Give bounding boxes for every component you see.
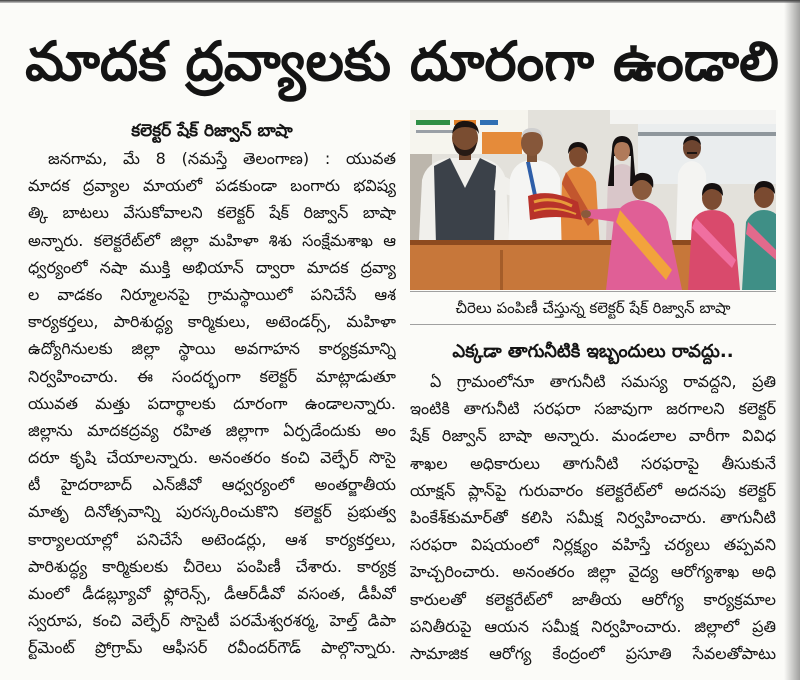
article-line: అన్నారు. కలెక్టరేట్‌లో జిల్లా మహిళా శిశు సంక్షేమశాఖ ఆ (28, 230, 396, 250)
article-line: నిర్వహించారు. ఈ సందర్భంగా కలెక్టర్ మాట్లాడుతూ (28, 366, 396, 386)
article-line: షేక్ రిజ్వాన్ బాషా అన్నారు. మండలాల వారీగా వివిధ (410, 426, 776, 446)
article-line: జిల్లాను మాదకద్రవ్య రహిత జిల్లాగా ఏర్పడేందుకు అం (28, 420, 396, 440)
article-line: సరఫరా విషయంలో నిర్లక్ష్యం వహిస్తే చర్యలు తప్పవని (410, 535, 776, 555)
article-main-body (28, 145, 396, 662)
article-line: దరూ కృషి చేయాలన్నారు. అనంతరం కంచి వెల్ఫేర్ సొసై (28, 448, 396, 468)
article-line: ఇంటికి తాగునీటి సరఫరా సజావుగా జరగాలని కలెక్టర్ (410, 399, 776, 419)
article-line: ధ్వర్యంలో నషా ముక్తి అభియాన్ ద్వారా మాదక ద్రవ్యా (28, 257, 396, 277)
ceiling-light (610, 110, 776, 124)
article-line: కార్యాలయాల్లో పనిచేసే అటెండర్లు, ఆశ కార్యకర్తలు, (28, 529, 396, 549)
article-line: యువత మత్తు పదార్థాలకు దూరంగా ఉండాలన్నారు. (28, 393, 396, 413)
article-line: ర్ట్‌మెంట్ ప్రోగ్రామ్ ఆఫీసర్ రవీందర్‌గౌడ్ పాల్గొన్నారు. (28, 638, 396, 658)
headline: మాదక ద్రవ్యాలకు దూరంగా ఉండాలి (25, 30, 779, 93)
article-line: హెచ్చరించారు. అనంతరం జిల్లా వైద్య ఆరోగ్యశాఖ అధి (410, 562, 776, 582)
article-line: పింకేశ్‌కుమార్‌తో కలిసి సమీక్ష నిర్వహించారు. తాగునీటి (410, 507, 776, 527)
head (614, 141, 630, 161)
article-line: కార్యకర్తలు, పారిశుద్ధ్య కార్మికులు, అటెండర్స్, మహిళా (28, 312, 396, 332)
scan-right-edge-shadow (784, 0, 800, 680)
photo-caption: చీరెలు పంపిణీ చేస్తున్న కలెక్టర్ షేక్ రిజ్వాన్ బాషా (410, 291, 776, 325)
article-line: మంలో డీడబ్ల్యూవో ఫ్లోరెన్స్, డీఆర్‌డీవో వసంత, డీపీవో (28, 584, 396, 603)
article-line: ఏ గ్రామంలోనూ తాగునీటి సమస్య రావద్దని, ప్రతి (430, 372, 776, 391)
article-line: మాదక ద్రవ్యాల మాయలో పడకుండా బంగారు భవిష్య (28, 176, 396, 196)
article-water-headline: ఎక్కడా తాగునీటికి ఇబ్బందులు రావద్దు.. (452, 341, 734, 362)
hand (581, 210, 591, 218)
mustache (687, 152, 697, 154)
desk-panel-line (500, 250, 503, 290)
banner-stripe (416, 120, 450, 125)
article-line: స్వరూప, కంచి వెల్ఫేర్ సొసైటీ పరమేశ్వరశర్మ, హెల్త్ డిపా (28, 611, 396, 631)
article-line: శాఖల అధికారులు తాగునీటి సరఫరాపై తీసుకునే (410, 453, 776, 473)
banner-portrait (482, 132, 522, 154)
board-frame (638, 132, 776, 136)
article-water-body (410, 368, 776, 667)
article-line: పారిశుద్ధ్య కార్మికులకు చీరెలు పంపిణీ చేశారు. కార్యక్ర (28, 556, 396, 576)
photo-illustration (410, 110, 776, 290)
article-line: మాతృ దినోత్సవాన్ని పురస్కరించుకొని కలెక్టర్ ప్రభుత్వ (28, 502, 396, 522)
article-line: త్కి బాటలు వేసుకోవాలని కలెక్టర్ షేక్ రిజ్వాన్ బాషా (28, 203, 396, 223)
article-line: ల వాడకం నిర్మూలనపై గ్రామస్థాయిలో పనిచేసే ఆశ (28, 284, 396, 304)
scan-top-edge (0, 0, 800, 3)
article-line: జనగామ, మే 8 (నమస్తే తెలంగాణ) : యువత (48, 149, 396, 168)
banner-stripe (480, 120, 498, 125)
article-line: యాక్షన్ ప్లాన్‌పై గురువారం కలెక్టరేట్‌లో అదనపు కలెక్టర్ (410, 480, 776, 500)
article-line: ఉద్యోగినులకు జిల్లా స్థాయి అవగాహన కార్యక్రమాన్ని (28, 339, 396, 359)
article-line: పనితీరుపై ఆయన సమీక్ష నిర్వహించారు. జిల్లాలో ప్రతి (410, 616, 776, 636)
article-line: టీ హైదరాబాద్ ఎన్‌జీవో ఆధ్వర్యంలో అంతర్జాతీయ (28, 475, 396, 495)
news-photo (410, 110, 776, 290)
article-line: కారులతో కలెక్టరేట్‌లో జాతీయ ఆరోగ్య కార్యక్రమాల (410, 589, 776, 609)
article-line: సామాజిక ఆరోగ్య కేంద్రంలో ప్రసూతి సేవలతోపాటు (410, 643, 776, 663)
byline: కలెక్టర్ షేక్ రిజ్వాన్ బాషా (131, 121, 293, 141)
